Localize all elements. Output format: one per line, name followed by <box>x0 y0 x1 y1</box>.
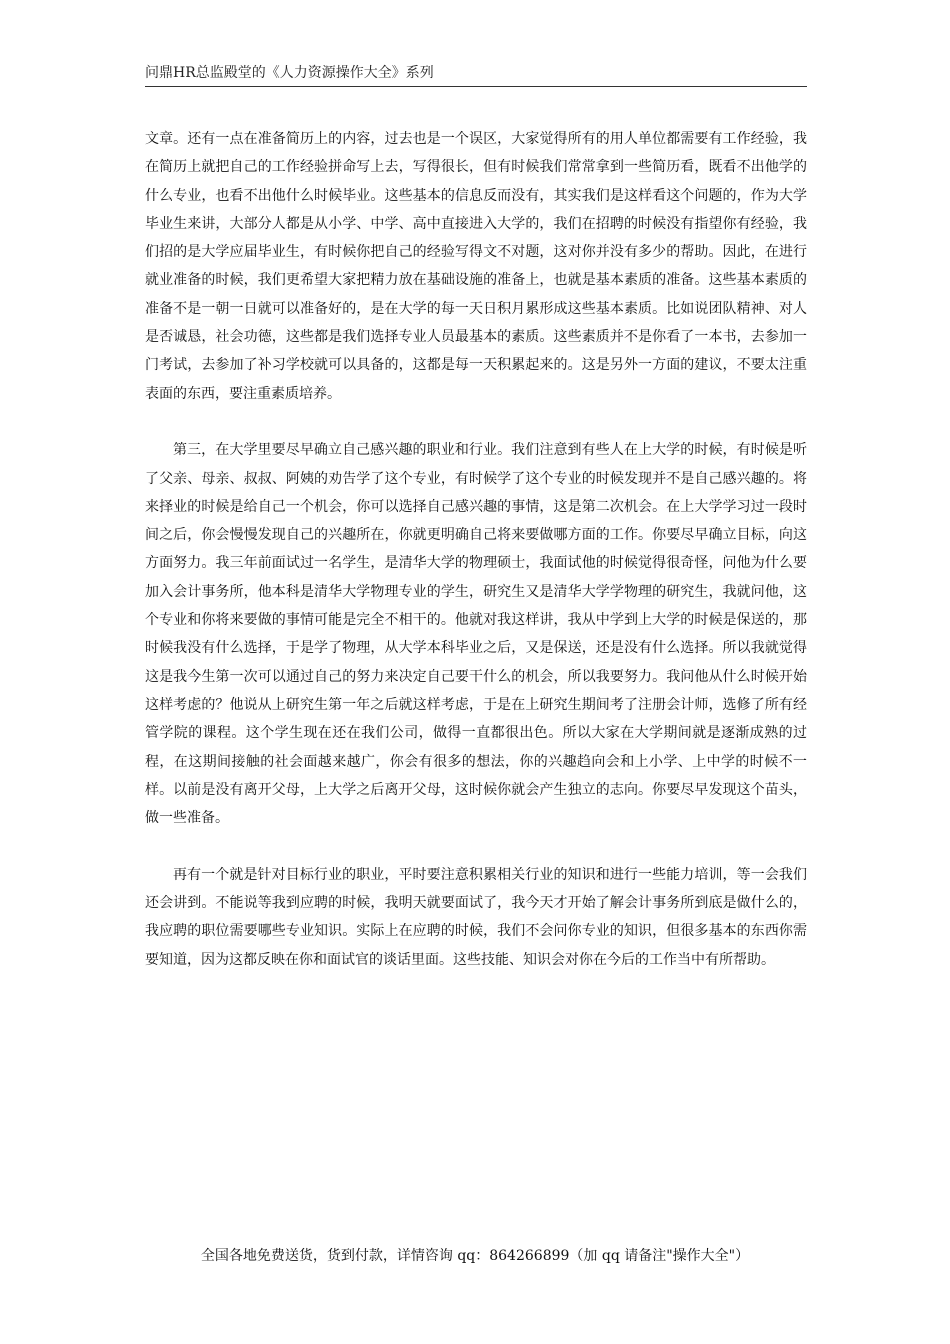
paragraph: 再有一个就是针对目标行业的职业，平时要注意积累相关行业的知识和进行一些能力培训，等一会我们还会讲到。不能说等我到应聘的时候，我明天就要面试了，我今天才开始了解会计事务所到底是做什么的，我应聘的职位需要哪些专业知识。实际上在应聘的时候，我们不会问你专业的知识，但很多基本的东西你需要知道，因为这都反映在你和面试官的谈话里面。这些技能、知识会对你在今后的工作当中有所帮助。 <box>145 866 807 968</box>
header-divider <box>145 86 807 87</box>
paragraph: 文章。还有一点在准备简历上的内容，过去也是一个误区，大家觉得所有的用人单位都需要有工作经验，我在简历上就把自己的工作经验拼命写上去，写得很长，但有时候我们常常拿到一些简历看，既看不出他学的什么专业，也看不出他什么时候毕业。这些基本的信息反而没有，其实我们是这样看这个问题的，作为大学毕业生来讲，大部分人都是从小学、中学、高中直接进入大学的，我们在招聘的时候没有指望你有经验，我们招的是大学应届毕业生，有时候你把自己的经验写得文不对题，这对你并没有多少的帮助。因此，在进行就业准备的时候，我们更希望大家把精力放在基础设施的准备上，也就是基本素质的准备。这些基本素质的准备不是一朝一日就可以准备好的，是在大学的每一天日积月累形成这些基本素质。比如说团队精神、对人是否诚恳，社会功德，这些都是我们选择专业人员最基本的素质。这些素质并不是你看了一本书，去参加一门考试，去参加了补习学校就可以具备的，这都是每一天积累起来的。这是另外一方面的建议，不要太注重表面的东西，要注重素质培养。 <box>145 131 807 402</box>
page-footer-contact: 全国各地免费送货，货到付款，详情咨询 qq：864266899（加 qq 请备注"操作大全"） <box>200 1248 750 1264</box>
page-header-title: 问鼎HR总监殿堂的《人力资源操作大全》系列 <box>145 65 434 81</box>
document-body <box>145 125 807 974</box>
paragraph: 第三，在大学里要尽早确立自己感兴趣的职业和行业。我们注意到有些人在上大学的时候，有时候是听了父亲、母亲、叔叔、阿姨的劝告学了这个专业，有时候学了这个专业的时候发现并不是自己感兴趣的。将来择业的时候是给自己一个机会，你可以选择自己感兴趣的事情，这是第二次机会。在上大学学习过一段时间之后，你会慢慢发现自己的兴趣所在，你就更明确自己将来要做哪方面的工作。你要尽早确立目标，向这方面努力。我三年前面试过一名学生，是清华大学的物理硕士，我面试他的时候觉得很奇怪，问他为什么要加入会计事务所，他本科是清华大学物理专业的学生，研究生又是清华大学学物理的研究生，我就问他，这个专业和你将来要做的事情可能是完全不相干的。他就对我这样讲，我从中学到上大学的时候是保送的，那时候我没有什么选择，于是学了物理，从大学本科毕业之后，又是保送，还是没有什么选择。所以我就觉得这是我今生第一次可以通过自己的努力来决定自己要干什么的机会，所以我要努力。我问他从什么时候开始这样考虑的？他说从上研究生第一年之后就这样考虑，于是在上研究生期间考了注册会计师，选修了所有经管学院的课程。这个学生现在还在我们公司，做得一直都很出色。所以大家在大学期间就是逐渐成熟的过程，在这期间接触的社会面越来越广，你会有很多的想法，你的兴趣趋向会和上小学、上中学的时候不一样。以前是没有离开父母，上大学之后离开父母，这时候你就会产生独立的志向。你要尽早发现这个苗头，做一些准备。 <box>145 442 807 827</box>
